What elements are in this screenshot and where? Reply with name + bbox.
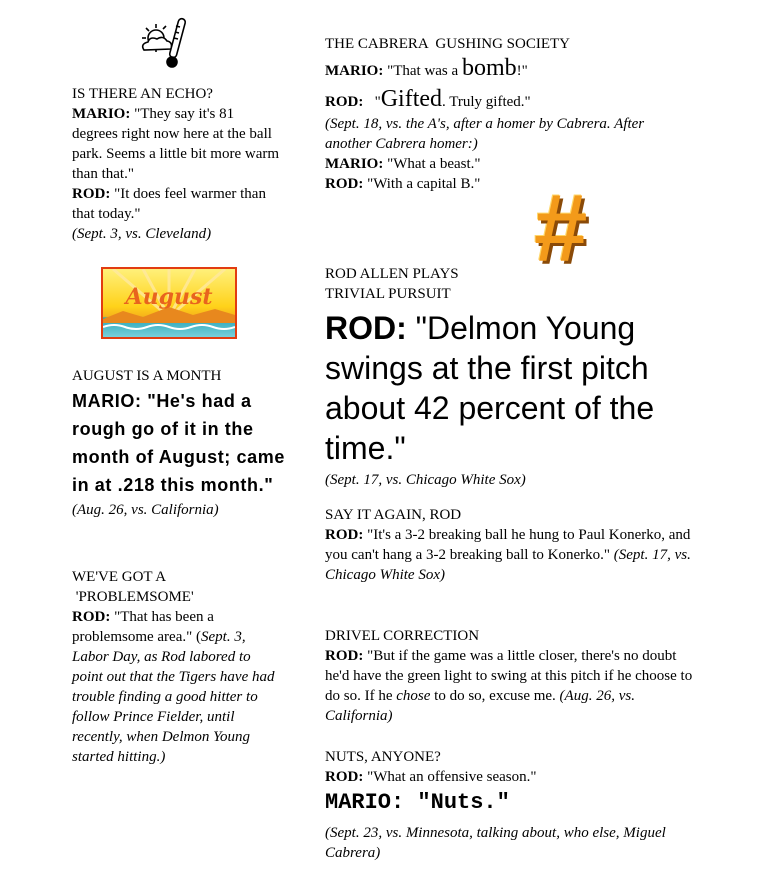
say-again-section	[325, 505, 695, 585]
month-quote: MARIO: "He's had a rough go of it in the month of August; came in at .218 this month."	[72, 391, 285, 495]
august-badge	[101, 267, 237, 339]
trivial-quote-line	[325, 308, 705, 468]
trivial-quote: "Delmon Young swings at the first pitch about 42 percent of the time."	[325, 310, 655, 466]
august-label: August	[125, 284, 213, 310]
drivel-quote-italic: chose	[396, 688, 431, 704]
problemsome-heading-2: 'PROBLEMSOME'	[72, 589, 194, 605]
rod-speaker: ROD:	[325, 769, 364, 785]
cabrera-rod-line	[325, 86, 685, 112]
drivel-rod-line	[325, 646, 697, 726]
mario-speaker: MARIO:	[325, 156, 384, 172]
rod-speaker: ROD:	[325, 310, 407, 346]
cabrera-rod-pre: "	[363, 94, 381, 110]
month-heading: AUGUST IS A MONTH	[72, 368, 222, 384]
drivel-quote-2: to do so, excuse me.	[430, 688, 560, 704]
rod-speaker: ROD:	[325, 94, 364, 110]
cabrera-mario-post: !"	[516, 63, 528, 79]
cabrera-rod2-line	[325, 174, 685, 194]
drivel-source: (Aug. 26, vs. California)	[325, 688, 635, 724]
cabrera-section	[325, 34, 685, 194]
drivel-section	[325, 626, 697, 726]
say-again-heading: SAY IT AGAIN, ROD	[325, 507, 462, 523]
echo-rod-quote: "It does feel warmer than that today."	[72, 186, 266, 222]
mario-speaker: MARIO:	[325, 63, 384, 79]
nuts-section	[325, 747, 697, 863]
say-again-source: (Sept. 17, vs. Chicago White Sox)	[325, 547, 691, 583]
cabrera-note: (Sept. 18, vs. the A's, after a homer by Cabrera. After another Cabrera homer:)	[325, 116, 645, 152]
gifted-word: Gifted	[380, 86, 443, 112]
trivial-section	[325, 264, 705, 490]
rod-speaker: ROD:	[72, 609, 111, 625]
echo-source: (Sept. 3, vs. Cleveland)	[72, 226, 212, 242]
month-source: (Aug. 26, vs. California)	[72, 502, 219, 518]
rod-speaker: ROD:	[325, 176, 364, 192]
rod-speaker: ROD:	[325, 648, 364, 664]
sun-thermometer-icon	[134, 12, 196, 74]
trivial-heading-1: ROD ALLEN PLAYS	[325, 266, 459, 282]
problemsome-note: Sept. 3, Labor Day, as Rod labored to point out that the Tigers have had trouble finding a good hitter to follow Prince Fielder, until recently, when Delmon Young started hitting.)	[72, 629, 275, 765]
nuts-heading: NUTS, ANYONE?	[325, 749, 441, 765]
echo-rod-line	[72, 184, 282, 224]
echo-section	[72, 84, 282, 244]
nuts-source: (Sept. 23, vs. Minnesota, talking about, who else, Miguel Cabrera)	[325, 825, 666, 861]
cabrera-mario-pre: "That was a	[383, 63, 462, 79]
say-again-quote: "It's a 3-2 breaking ball he hung to Paul Konerko, and you can't hang a 3-2 breaking ball to Konerko."	[325, 527, 691, 563]
month-section	[72, 366, 287, 520]
drivel-heading: DRIVEL CORRECTION	[325, 628, 480, 644]
rod-speaker: ROD:	[72, 186, 111, 202]
echo-heading: IS THERE AN ECHO?	[72, 86, 213, 102]
trivial-heading-2: TRIVIAL PURSUIT	[325, 286, 451, 302]
cabrera-mario2-line	[325, 154, 685, 174]
cabrera-mario-line	[325, 55, 685, 81]
bomb-word: bomb	[461, 55, 517, 81]
echo-mario-quote: "They say it's 81 degrees right now here at the ball park. Seems a little bit more warm than that."	[72, 106, 280, 182]
problemsome-heading-1: WE'VE GOT A	[72, 569, 167, 585]
problemsome-section	[72, 567, 282, 767]
cabrera-rod-post: . Truly gifted."	[442, 94, 531, 110]
cabrera-rod2-quote: "With a capital B."	[363, 176, 481, 192]
nuts-rod-line	[325, 767, 697, 787]
echo-mario-line	[72, 104, 282, 184]
hash-symbol: #	[534, 175, 588, 282]
cabrera-heading: THE CABRERA GUSHING SOCIETY	[325, 36, 571, 52]
problemsome-rod-line	[72, 607, 282, 767]
nuts-rod-quote: "What an offensive season."	[363, 769, 537, 785]
drivel-quote-1: "But if the game was a little closer, there's no doubt he'd have the green light to swing at this pitch if he choose to do so. If he	[325, 648, 693, 704]
trivial-source: (Sept. 17, vs. Chicago White Sox)	[325, 472, 526, 488]
cabrera-mario2-quote: "What a beast."	[383, 156, 481, 172]
mario-speaker: MARIO:	[72, 106, 131, 122]
problemsome-rod-quote: "That has been a problemsome area." (	[72, 609, 214, 645]
rod-speaker: ROD:	[325, 527, 364, 543]
nuts-mario-line: MARIO: "Nuts."	[325, 790, 510, 815]
say-again-rod-line	[325, 525, 695, 585]
